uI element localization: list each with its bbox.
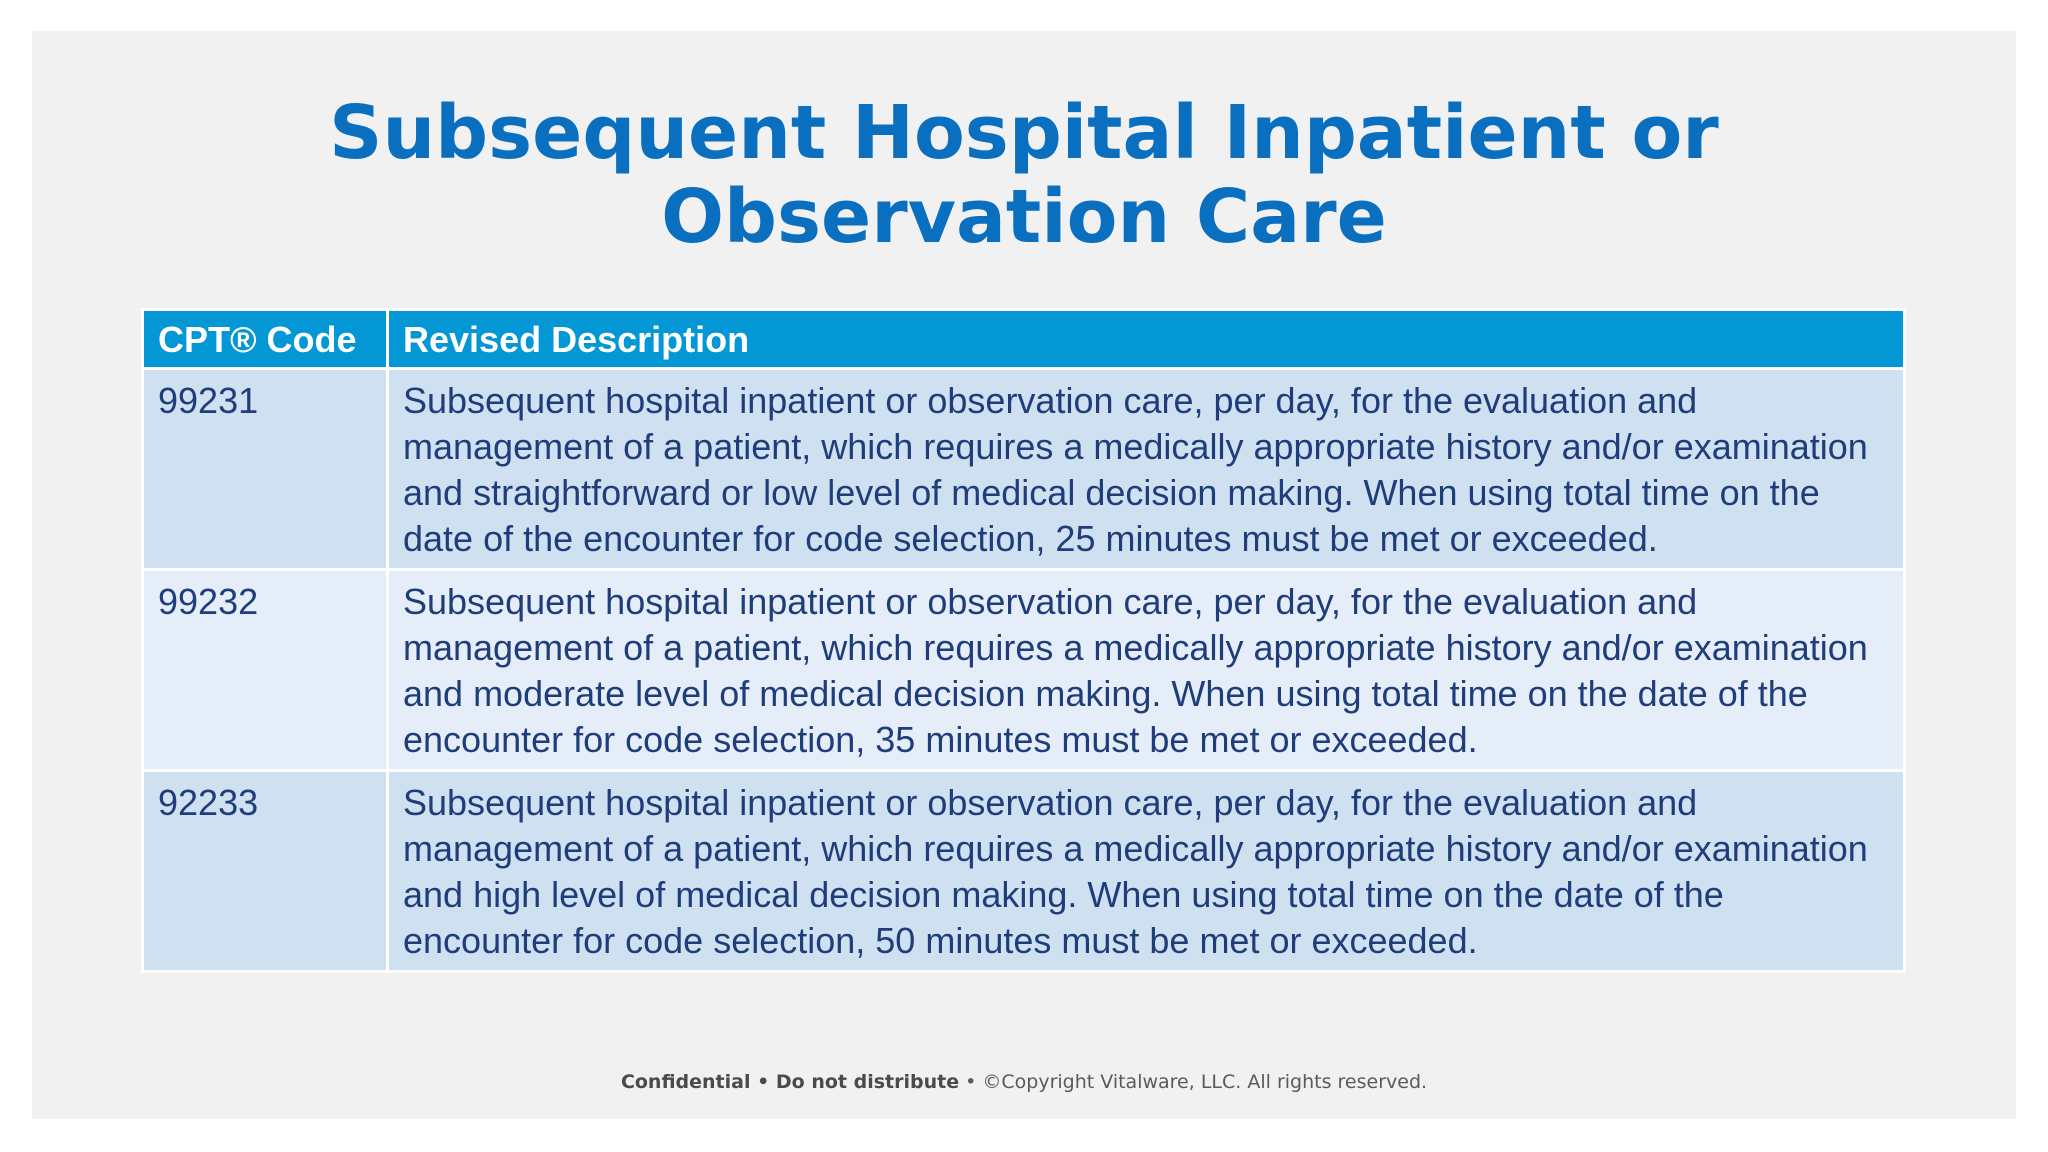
description-cell: Subsequent hospital inpatient or observation care, per day, for the evaluation and management of a patient, which requires a medically appropriate history and/or examination and high level of medical decision making. When using total time on the date of the encounter for code selection, 50 minutes must be met or exceeded. <box>388 771 1905 972</box>
description-cell: Subsequent hospital inpatient or observation care, per day, for the evaluation and management of a patient, which requires a medically appropriate history and/or examination and straightforward or low level of medical decision making. When using total time on the date of the encounter for code selection, 25 minutes must be met or exceeded. <box>388 369 1905 570</box>
description-cell: Subsequent hospital inpatient or observation care, per day, for the evaluation and management of a patient, which requires a medically appropriate history and/or examination and moderate level of medical decision making. When using total time on the date of the encounter for code selection, 35 minutes must be met or exceeded. <box>388 570 1905 771</box>
slide-title-line-1: Subsequent Hospital Inpatient or <box>329 90 1719 176</box>
slide <box>32 31 2016 1119</box>
table-row <box>143 369 1905 570</box>
column-header-cpt-code: CPT® Code <box>143 310 388 369</box>
cpt-code-cell: 92233 <box>143 771 388 972</box>
slide-title-line-2: Observation Care <box>661 174 1387 260</box>
footer-notice <box>32 1071 2016 1093</box>
cpt-code-cell: 99232 <box>143 570 388 771</box>
column-header-revised-description: Revised Description <box>388 310 1905 369</box>
footer-separator: • <box>750 1071 776 1093</box>
slide-title <box>32 91 2016 259</box>
footer-do-not-distribute: Do not distribute <box>775 1071 960 1093</box>
footer-confidential: Confidential <box>620 1071 751 1093</box>
table-row <box>143 771 1905 972</box>
cpt-code-table <box>141 308 1906 973</box>
table-header-row <box>143 310 1905 369</box>
footer-separator: • <box>959 1071 983 1093</box>
footer-copyright: ©Copyright Vitalware, LLC. All rights reserved. <box>982 1071 1428 1093</box>
cpt-code-cell: 99231 <box>143 369 388 570</box>
table-row <box>143 570 1905 771</box>
